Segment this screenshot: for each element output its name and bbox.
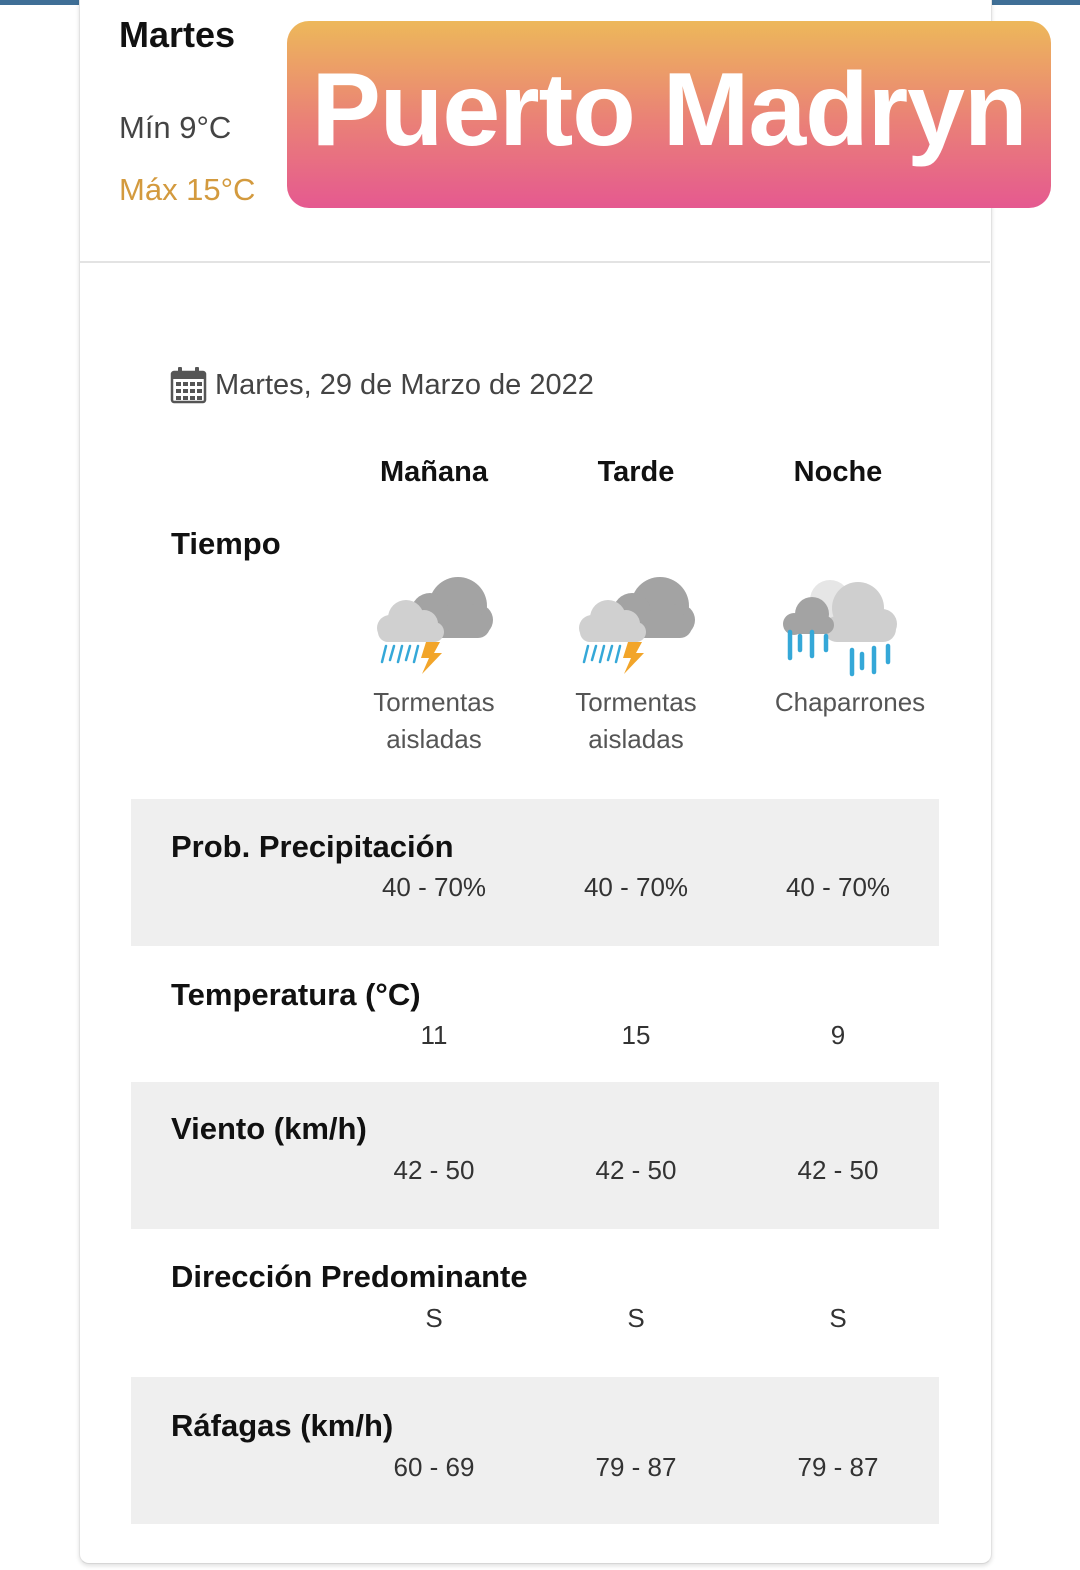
direction-label: Dirección Predominante bbox=[171, 1259, 528, 1294]
column-header-tarde: Tarde bbox=[597, 456, 675, 488]
temperature-manana: 11 bbox=[420, 1020, 448, 1050]
section-divider bbox=[79, 261, 990, 263]
weather-row-label: Tiempo bbox=[171, 526, 281, 561]
day-title: Martes bbox=[119, 14, 236, 55]
gusts-manana: 60 - 69 bbox=[393, 1452, 475, 1482]
precipitation-tarde: 40 - 70% bbox=[583, 872, 689, 902]
city-banner bbox=[287, 21, 1051, 208]
direction-tarde: S bbox=[627, 1303, 645, 1333]
wind-tarde: 42 - 50 bbox=[595, 1155, 677, 1185]
thunderstorm-icon bbox=[372, 570, 496, 680]
forecast-date bbox=[170, 366, 594, 404]
direction-manana: S bbox=[425, 1303, 443, 1333]
column-header-manana: Mañana bbox=[380, 456, 488, 488]
wind-manana: 42 - 50 bbox=[393, 1155, 475, 1185]
night-showers-icon bbox=[778, 570, 902, 680]
wind-noche: 42 - 50 bbox=[797, 1155, 879, 1185]
max-temperature: Máx 15°C bbox=[119, 172, 256, 207]
thunderstorm-icon bbox=[574, 570, 698, 680]
weather-desc-tarde: Tormentas aisladas bbox=[575, 687, 697, 754]
weather-desc-noche: Chaparrones bbox=[774, 687, 926, 717]
weather-desc-manana: Tormentas aisladas bbox=[373, 687, 495, 754]
column-header-noche: Noche bbox=[793, 456, 883, 488]
temperature-label: Temperatura (°C) bbox=[171, 977, 421, 1012]
gusts-tarde: 79 - 87 bbox=[595, 1452, 677, 1482]
precipitation-label: Prob. Precipitación bbox=[171, 829, 454, 864]
city-name: Puerto Madryn bbox=[311, 52, 1027, 168]
gusts-noche: 79 - 87 bbox=[797, 1452, 879, 1482]
gusts-label: Ráfagas (km/h) bbox=[171, 1408, 394, 1443]
direction-noche: S bbox=[829, 1303, 847, 1333]
min-temperature: Mín 9°C bbox=[119, 110, 232, 145]
temperature-tarde: 15 bbox=[621, 1020, 651, 1050]
gusts-row bbox=[131, 1377, 939, 1524]
temperature-noche: 9 bbox=[830, 1020, 846, 1050]
precipitation-noche: 40 - 70% bbox=[785, 872, 891, 902]
precipitation-manana: 40 - 70% bbox=[381, 872, 487, 902]
wind-label: Viento (km/h) bbox=[171, 1111, 367, 1146]
calendar-icon bbox=[170, 366, 207, 404]
date-text: Martes, 29 de Marzo de 2022 bbox=[215, 368, 594, 401]
